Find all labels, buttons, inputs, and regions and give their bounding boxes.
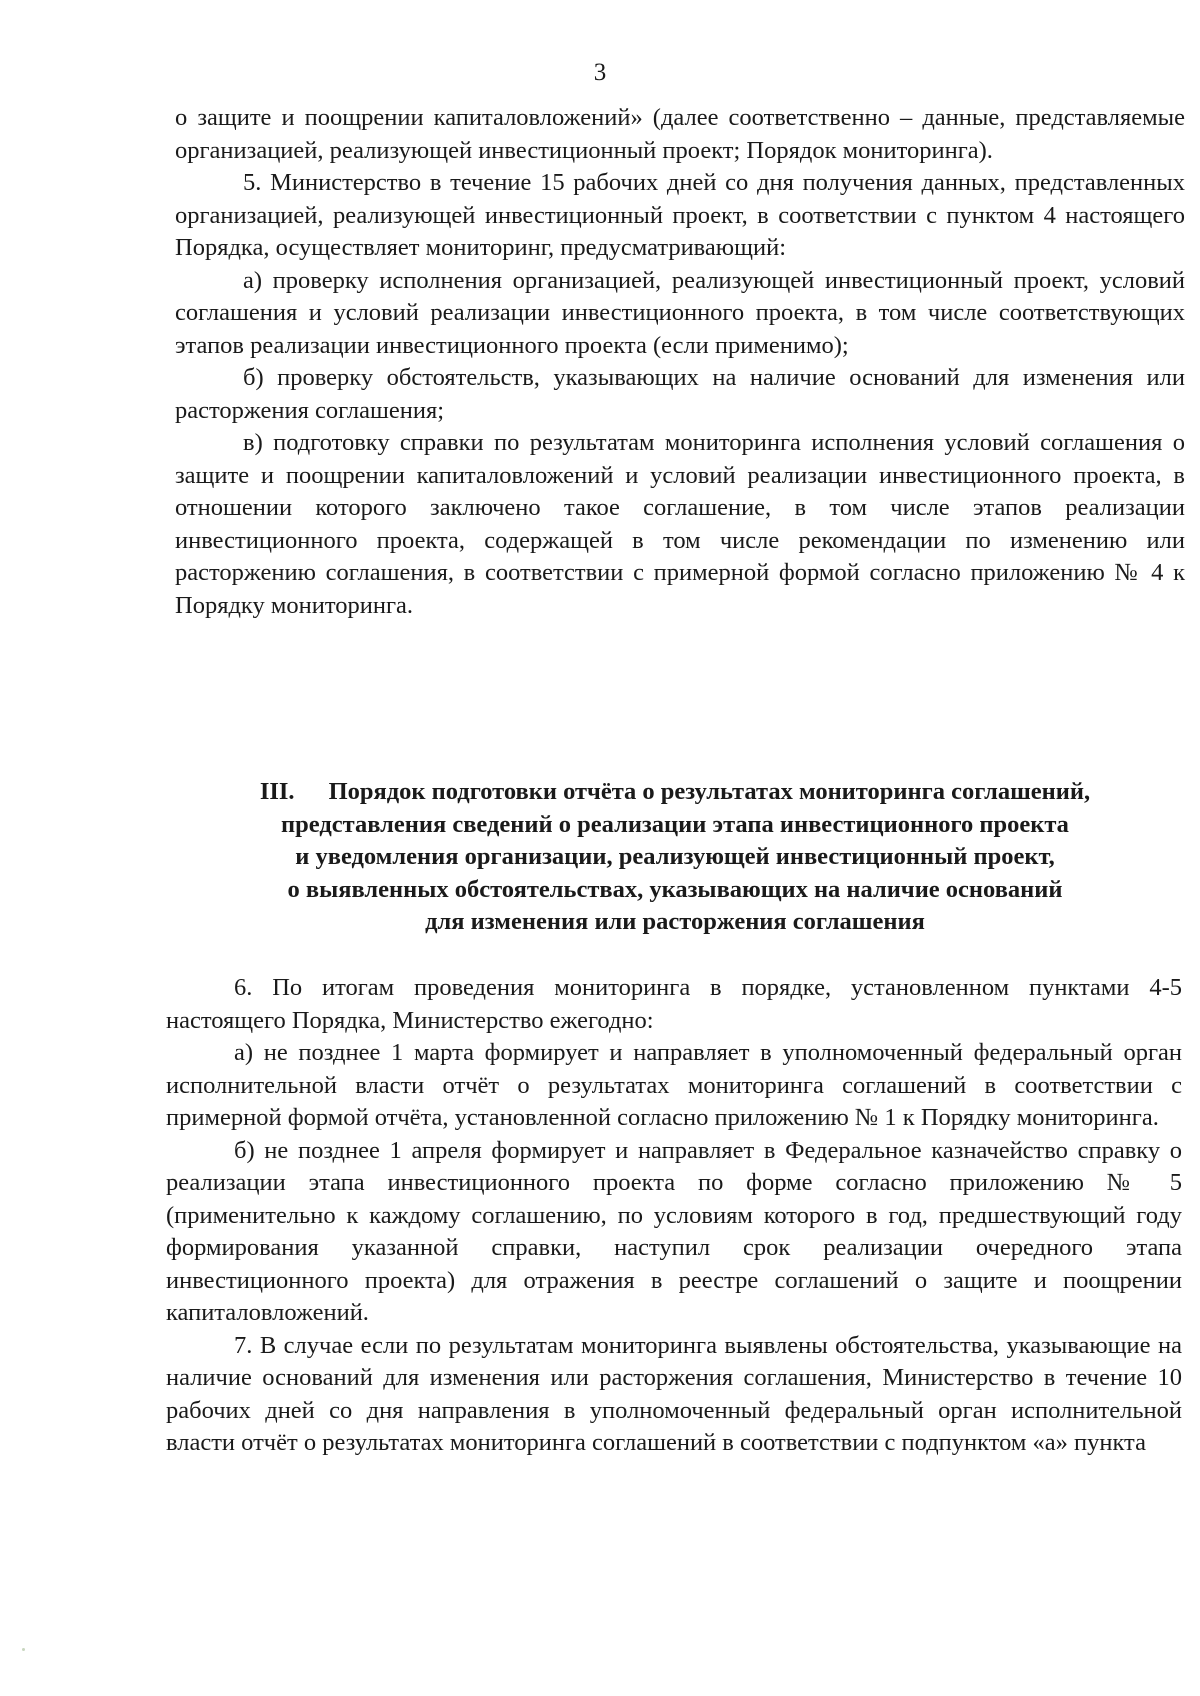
paragraph-subitem-a: а) не позднее 1 марта формирует и направляет в уполномоченный федеральный орган исполнительной власти отчёт о результатах мониторинга соглашений в соответствии с примерной формой отчёта, установленной согласно приложению № 1 к Порядку мониторинга. [166,1039,1182,1131]
paragraph-continuation: о защите и поощрении капиталовложений» (далее соответственно – данные, представляемые организацией, реализующей инвестиционный проект; Порядок мониторинга). [175,104,1185,164]
scan-speck [22,1648,25,1651]
paragraph-subitem-v: в) подготовку справки по результатам мониторинга исполнения условий соглашения о защите и поощрении капиталовложений и условий реализации инвестиционного проекта, в отношении которого заключено такое соглашение, в том числе этапов реализации инвестиционного проекта, содержащей в том числе рекомендации по изменению или расторжению соглашения, в соответствии с примерной формой согласно приложению № 4 к Порядку мониторинга. [175,429,1185,619]
page-number: 3 [593,59,607,86]
section-heading-line: и уведомления организации, реализующей инвестиционный проект, [295,843,1055,870]
paragraph-subitem-b: б) не позднее 1 апреля формирует и направляет в Федеральное казначейство справку о реализации этапа инвестиционного проекта по форме согласно приложению № 5 (применительно к каждому соглашению, по условиям которого в год, предшествующий году формирования указанной справки, наступил срок реализации очередного этапа инвестиционного проекта) для отражения в реестре соглашений о защите и поощрении капиталовложений. [166,1136,1182,1326]
paragraph-subitem-b: б) проверку обстоятельств, указывающих на наличие оснований для изменения или расторжения соглашения; [175,364,1185,424]
section-heading-line: для изменения или расторжения соглашения [425,908,925,935]
section-heading-line: представления сведений о реализации этапа инвестиционного проекта [281,810,1069,838]
bottom-text-block [166,972,1182,1460]
section-heading-text: Порядок подготовки отчёта о результатах мониторинга соглашений, [328,778,1091,805]
section-heading-line: о выявленных обстоятельствах, указывающих на наличие оснований [287,875,1063,903]
paragraph-item-5: 5. Министерство в течение 15 рабочих дней со дня получения данных, представленных организацией, реализующей инвестиционный проект, в соответствии с пунктом 4 настоящего Порядка, осуществляет мониторинг, предусматривающий: [175,169,1185,261]
top-text-block [175,102,1185,622]
section-heading [195,776,1155,939]
paragraph-item-7: 7. В случае если по результатам мониторинга выявлены обстоятельства, указывающие на наличие оснований для изменения или расторжения соглашения, Министерство в течение 10 рабочих дней со дня направления в уполномоченный федеральный орган исполнительной власти отчёт о результатах мониторинга соглашений в соответствии с подпунктом «а» пункта [166,1331,1182,1456]
section-heading-line [195,776,1155,809]
paragraph-subitem-a: а) проверку исполнения организацией, реализующей инвестиционный проект, условий соглашения и условий реализации инвестиционного проекта, в том числе соответствующих этапов реализации инвестиционного проекта (если применимо); [175,266,1185,359]
section-number: III. [259,778,295,805]
paragraph-item-6: 6. По итогам проведения мониторинга в порядке, установленном пунктами 4-5 настоящего Порядка, Министерство ежегодно: [166,974,1182,1034]
